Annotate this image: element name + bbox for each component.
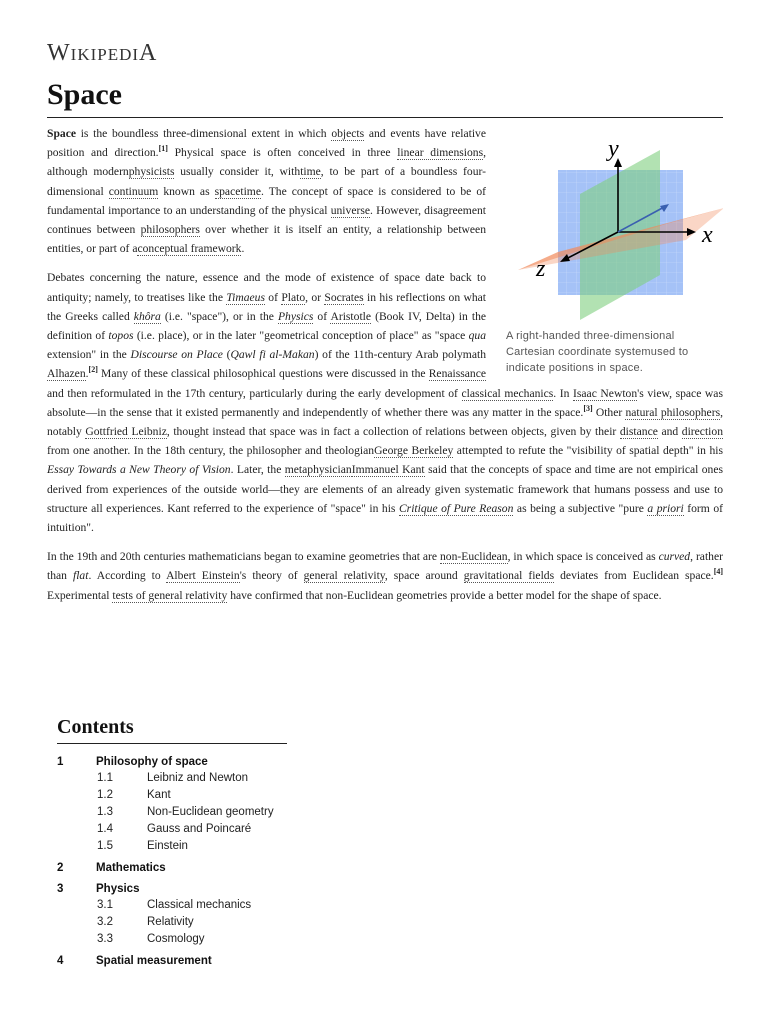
link-george-berkeley[interactable]: George Berkeley — [374, 444, 454, 458]
link-linear-dimensions[interactable]: linear dimensions — [397, 146, 484, 160]
text: (i.e. "space"), or in the — [160, 309, 278, 323]
toc-label: Gauss and Poincaré — [147, 823, 252, 835]
z-axis-label: z — [536, 256, 546, 282]
text: . Later, the — [230, 463, 285, 477]
text: (i.e. place), or in the later "geometrical conception of place" as "space — [133, 329, 469, 343]
toc-list — [57, 754, 507, 969]
link-conceptual-framework[interactable]: conceptual framework — [137, 242, 242, 256]
text: 's theory of — [239, 569, 304, 583]
text: . The concept of space is considered to be of fundamental importance to an understanding of the physical — [47, 184, 486, 217]
toc-label: Non-Euclidean geometry — [147, 806, 274, 818]
table-of-contents — [57, 716, 507, 974]
wikipedia-logo[interactable] — [47, 40, 157, 67]
text: . According to — [88, 569, 167, 583]
italic-term: flat — [72, 569, 89, 583]
logo-small-caps: IKIPEDI — [70, 45, 140, 64]
text: Experimental — [47, 588, 113, 602]
text: said that the concepts of space and time are not empirical ones derived from experiences of the outside world—they are elements of an already given systematic framework that humans possess and use to structure all experiences. Kant referred to the experience of "space" in his — [47, 463, 723, 515]
toc-label: Spatial measurement — [96, 955, 212, 967]
toc-item[interactable] — [57, 754, 507, 770]
toc-label: Mathematics — [96, 862, 166, 874]
toc-item[interactable] — [57, 953, 507, 969]
link-time[interactable]: time — [300, 165, 321, 179]
link-immanuel-kant[interactable]: Immanuel Kant — [351, 463, 425, 477]
citation[interactable]: [2] — [88, 365, 98, 375]
text: Physical space is often conceived in three — [167, 146, 398, 160]
toc-section — [57, 881, 507, 948]
text: , although modern — [47, 146, 486, 179]
italic-title: Discourse on Place — [130, 348, 223, 362]
toc-item[interactable] — [57, 860, 507, 876]
text: from one another. In the 18th century, the philosopher and theologian — [47, 444, 375, 458]
link-metaphysician[interactable]: metaphysician — [284, 463, 352, 477]
toc-subitem[interactable] — [57, 914, 507, 931]
text: ) of the 11th-century Arab polymath — [314, 348, 486, 362]
link-natural-philosophers[interactable]: natural philosophers — [625, 405, 721, 419]
page-title: Space — [47, 78, 122, 111]
italic-term: curved — [658, 550, 691, 564]
toc-number: 1.4 — [97, 823, 113, 835]
link-continuum[interactable]: continuum — [108, 184, 159, 198]
toc-label: Relativity — [147, 916, 194, 928]
logo-letter-a: A — [139, 40, 158, 66]
article-body — [47, 124, 723, 615]
text: and events have relative position and direction. — [47, 127, 486, 160]
toc-number: 1.5 — [97, 840, 113, 852]
link-distance[interactable]: distance — [619, 425, 658, 439]
toc-number: 3 — [57, 883, 64, 895]
link-alhazen[interactable]: Alhazen — [47, 367, 86, 381]
toc-number: 1 — [57, 756, 64, 768]
text: , to be part of a boundless four-dimensional — [47, 165, 486, 198]
link-albert-einstein[interactable]: Albert Einstein — [166, 569, 240, 583]
text: attempted to refute the "visibility of spatial depth" in his — [453, 444, 723, 458]
toc-number: 1.1 — [97, 772, 113, 784]
text: , rather than — [47, 550, 723, 583]
toc-section — [57, 860, 507, 876]
toc-subitem[interactable] — [57, 931, 507, 948]
toc-label: Classical mechanics — [147, 899, 252, 911]
link-gottfried-leibniz[interactable]: Gottfried Leibniz — [85, 425, 167, 439]
toc-number: 3.2 — [97, 916, 113, 928]
text: , notably — [47, 405, 723, 439]
text: of — [313, 309, 331, 323]
link-objects[interactable]: objects — [331, 127, 365, 140]
toc-subitem[interactable] — [57, 821, 507, 838]
y-axis-label: y — [608, 136, 619, 162]
toc-number: 1.3 — [97, 806, 113, 818]
text: . — [85, 367, 89, 381]
link-non-euclidean[interactable]: non-Euclidean — [439, 550, 508, 564]
toc-label: Physics — [96, 883, 140, 895]
link-aristotle[interactable]: Aristotle — [330, 309, 372, 323]
link-general-relativity[interactable]: general relativity — [303, 569, 385, 583]
citation[interactable]: [1] — [158, 144, 168, 154]
link-timaeus[interactable]: Timaeus — [226, 290, 265, 304]
infobox-figure — [506, 124, 723, 376]
toc-subitem[interactable] — [57, 770, 507, 787]
text: in his reflections on what the Greeks called — [47, 290, 486, 323]
text: ( — [222, 348, 231, 362]
modern-paragraph — [47, 547, 723, 605]
link-a-priori[interactable]: a priori — [647, 501, 684, 515]
toc-label: Einstein — [147, 840, 188, 852]
text: 's view, space was absolute—in the sense that it existed permanently and independently of whether there was any matter in the space. — [47, 386, 723, 419]
text: In the 19th and 20th centuries mathematicians began to examine geometries that are — [47, 550, 440, 564]
text: of — [264, 290, 282, 304]
toc-number: 1.2 — [97, 789, 113, 801]
text: form of intuition". — [47, 501, 723, 535]
link-socrates[interactable]: Socrates — [324, 290, 364, 304]
text: Other — [592, 405, 626, 419]
link-renaissance[interactable]: Renaissance — [428, 367, 486, 381]
toc-number: 2 — [57, 862, 64, 874]
italic-term: qua — [468, 329, 486, 343]
text: deviates from Euclidean space. — [554, 569, 714, 583]
text: known as — [158, 184, 215, 198]
toc-label: Cosmology — [147, 933, 205, 945]
link-gravitational-fields[interactable]: gravitational fields — [463, 569, 555, 583]
citation[interactable]: [4] — [713, 567, 724, 577]
title-divider — [47, 117, 723, 118]
link-classical-mechanics[interactable]: classical mechanics — [461, 386, 554, 400]
logo-letter-w: W — [47, 40, 71, 66]
text: , space around — [384, 569, 464, 583]
toc-number: 3.1 — [97, 899, 113, 911]
text: . — [241, 242, 245, 256]
x-axis-label: x — [702, 222, 713, 248]
figure-caption: A right-handed three-dimensional Cartesian coordinate systemused to indicate positions in space. — [506, 330, 689, 374]
text: , thought instead that space was in fact a collection of relations between objects, given by their — [166, 425, 620, 439]
toc-item[interactable] — [57, 881, 507, 897]
link-physicists[interactable]: physicists — [128, 165, 175, 179]
toc-label: Philosophy of space — [96, 756, 208, 768]
link-spacetime[interactable]: spacetime — [214, 184, 261, 198]
contents-heading: Contents — [57, 716, 287, 744]
link-universe[interactable]: universe — [330, 203, 370, 217]
text: and then reformulated in the 17th century, particularly during the early development of — [47, 386, 462, 400]
cartesian-coordinate-diagram[interactable] — [506, 132, 723, 322]
text: over whether it is itself an entity, a relationship between entities, or part of a — [47, 223, 486, 256]
toc-number: 3.3 — [97, 933, 113, 945]
text: have confirmed that non-Euclidean geometries provide a better model for the shape of space. — [227, 588, 662, 602]
toc-subitem[interactable] — [57, 787, 507, 804]
text: extension" in the — [47, 348, 131, 362]
toc-label: Kant — [147, 789, 171, 801]
text: . However, disagreement continues between — [47, 203, 486, 237]
italic-title: Qawl fi al-Makan — [230, 348, 315, 362]
link-tests-of-general-relativity[interactable]: tests of general relativity — [112, 588, 228, 602]
text: , in which space is conceived as — [507, 550, 659, 564]
toc-section — [57, 754, 507, 855]
italic-term: topos — [108, 329, 134, 343]
text: , or — [305, 290, 325, 304]
text: usually consider it, with — [174, 165, 301, 179]
link-direction[interactable]: direction — [681, 425, 723, 439]
text: and — [657, 425, 682, 439]
link-plato[interactable]: Plato — [281, 290, 306, 304]
link-physics[interactable]: Physics — [277, 309, 314, 323]
text: is the boundless three-dimensional extent in which — [75, 127, 332, 140]
toc-section — [57, 953, 507, 969]
text: . In — [553, 386, 574, 400]
text: Many of these classical philosophical questions were discussed in the — [97, 367, 429, 381]
toc-subitem[interactable] — [57, 838, 507, 855]
bold-term: Space — [47, 127, 76, 140]
text: as being a subjective "pure — [513, 501, 648, 515]
link-critique-of-pure-reason[interactable]: Critique of Pure Reason — [398, 501, 514, 515]
text: Debates concerning the nature, essence and the mode of existence of space date back to antiquity; namely, to treatises like the — [47, 271, 486, 304]
italic-title: Essay Towards a New Theory of Vision — [47, 463, 231, 477]
link-isaac-newton[interactable]: Isaac Newton — [573, 386, 638, 400]
citation[interactable]: [3] — [583, 403, 593, 413]
text: (Book IV, Delta) in the definition of — [47, 309, 487, 343]
link-philosophers[interactable]: philosophers — [140, 223, 200, 237]
toc-number: 4 — [57, 955, 64, 967]
toc-subitem[interactable] — [57, 804, 507, 821]
link-khora[interactable]: khôra — [133, 309, 161, 323]
toc-subitem[interactable] — [57, 897, 507, 914]
toc-label: Leibniz and Newton — [147, 772, 249, 784]
